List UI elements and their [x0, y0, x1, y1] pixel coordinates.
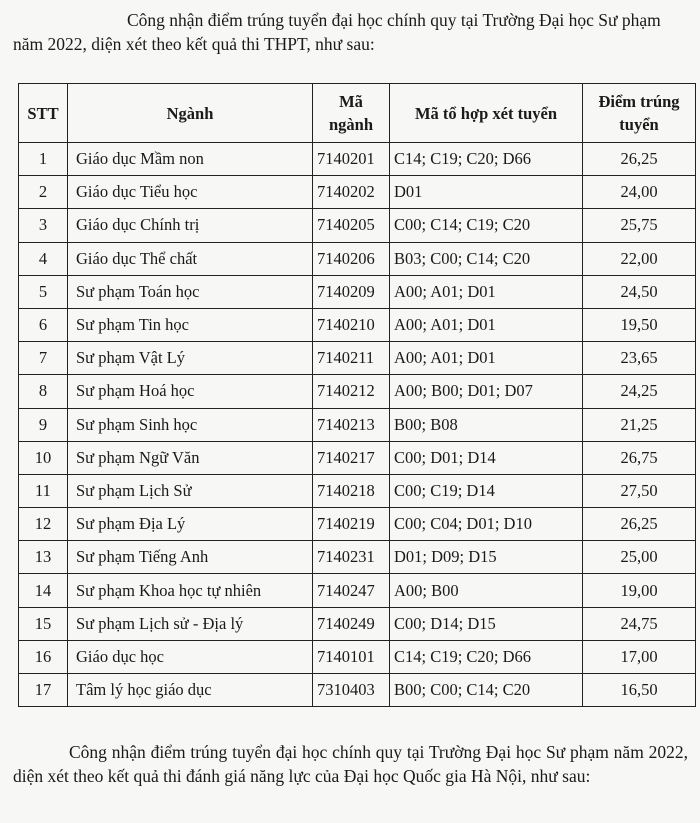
cell-ma-nganh: 7140247 — [313, 574, 390, 607]
cell-stt: 7 — [19, 342, 68, 375]
cell-to-hop: A00; A01; D01 — [390, 342, 583, 375]
table-row — [19, 508, 696, 541]
table-row — [19, 474, 696, 507]
cell-nganh: Sư phạm Khoa học tự nhiên — [68, 574, 313, 607]
cell-stt: 13 — [19, 541, 68, 574]
table-row — [19, 242, 696, 275]
cell-nganh: Sư phạm Toán học — [68, 275, 313, 308]
admission-scores-table — [18, 83, 696, 707]
cell-stt: 4 — [19, 242, 68, 275]
cell-stt: 8 — [19, 375, 68, 408]
table-row — [19, 375, 696, 408]
cell-to-hop: A00; B00 — [390, 574, 583, 607]
cell-ma-nganh: 7140217 — [313, 441, 390, 474]
cell-diem: 27,50 — [583, 474, 696, 507]
cell-stt: 6 — [19, 308, 68, 341]
header-nganh: Ngành — [68, 84, 313, 143]
cell-nganh: Sư phạm Vật Lý — [68, 342, 313, 375]
header-diem-text: Điểm trúng tuyển — [598, 92, 680, 134]
table-row — [19, 607, 696, 640]
header-diem — [583, 84, 696, 143]
table-row — [19, 640, 696, 673]
header-stt: STT — [19, 84, 68, 143]
cell-nganh: Sư phạm Lịch Sử — [68, 474, 313, 507]
cell-stt: 12 — [19, 508, 68, 541]
cell-nganh: Giáo dục học — [68, 640, 313, 673]
header-ma-nganh-text: Mã ngành — [328, 92, 374, 134]
cell-stt: 3 — [19, 209, 68, 242]
header-to-hop: Mã tổ hợp xét tuyển — [390, 84, 583, 143]
cell-diem: 19,00 — [583, 574, 696, 607]
cell-to-hop: C00; C19; D14 — [390, 474, 583, 507]
cell-ma-nganh: 7140206 — [313, 242, 390, 275]
table-row — [19, 176, 696, 209]
cell-stt: 17 — [19, 674, 68, 707]
cell-diem: 24,25 — [583, 375, 696, 408]
cell-to-hop: C00; D14; D15 — [390, 607, 583, 640]
cell-nganh: Giáo dục Mầm non — [68, 143, 313, 176]
cell-to-hop: A00; A01; D01 — [390, 308, 583, 341]
cell-diem: 25,00 — [583, 541, 696, 574]
table-row — [19, 674, 696, 707]
table-header-row — [19, 84, 696, 143]
cell-stt: 16 — [19, 640, 68, 673]
cell-ma-nganh: 7140210 — [313, 308, 390, 341]
outro-paragraph: Công nhận điểm trúng tuyển đại học chính quy tại Trường Đại học Sư phạm năm 2022, diện xét theo kết quả thi đánh giá năng lực của Đại học Quốc gia Hà Nội, như sau: — [13, 742, 688, 786]
cell-ma-nganh: 7140213 — [313, 408, 390, 441]
cell-diem: 22,00 — [583, 242, 696, 275]
cell-nganh: Sư phạm Ngữ Văn — [68, 441, 313, 474]
cell-nganh: Sư phạm Tiếng Anh — [68, 541, 313, 574]
cell-ma-nganh: 7140219 — [313, 508, 390, 541]
cell-stt: 14 — [19, 574, 68, 607]
table-row — [19, 342, 696, 375]
cell-diem: 24,00 — [583, 176, 696, 209]
cell-to-hop: C14; C19; C20; D66 — [390, 640, 583, 673]
cell-ma-nganh: 7140202 — [313, 176, 390, 209]
cell-diem: 21,25 — [583, 408, 696, 441]
cell-to-hop: D01; D09; D15 — [390, 541, 583, 574]
table-body — [19, 143, 696, 707]
cell-nganh: Giáo dục Thể chất — [68, 242, 313, 275]
cell-diem: 24,50 — [583, 275, 696, 308]
table-row — [19, 308, 696, 341]
cell-nganh: Sư phạm Tin học — [68, 308, 313, 341]
cell-ma-nganh: 7140201 — [313, 143, 390, 176]
table-row — [19, 209, 696, 242]
cell-ma-nganh: 7140212 — [313, 375, 390, 408]
cell-stt: 5 — [19, 275, 68, 308]
cell-nganh: Tâm lý học giáo dục — [68, 674, 313, 707]
cell-to-hop: A00; B00; D01; D07 — [390, 375, 583, 408]
cell-ma-nganh: 7140209 — [313, 275, 390, 308]
cell-diem: 26,25 — [583, 508, 696, 541]
cell-diem: 23,65 — [583, 342, 696, 375]
cell-to-hop: B00; B08 — [390, 408, 583, 441]
cell-nganh: Sư phạm Hoá học — [68, 375, 313, 408]
cell-to-hop: C14; C19; C20; D66 — [390, 143, 583, 176]
cell-ma-nganh: 7140205 — [313, 209, 390, 242]
cell-ma-nganh: 7140101 — [313, 640, 390, 673]
table-row — [19, 143, 696, 176]
cell-nganh: Giáo dục Tiểu học — [68, 176, 313, 209]
table-row — [19, 541, 696, 574]
cell-nganh: Sư phạm Địa Lý — [68, 508, 313, 541]
cell-ma-nganh: 7140211 — [313, 342, 390, 375]
cell-stt: 10 — [19, 441, 68, 474]
cell-diem: 25,75 — [583, 209, 696, 242]
header-ma-nganh — [313, 84, 390, 143]
cell-stt: 2 — [19, 176, 68, 209]
cell-ma-nganh: 7140249 — [313, 607, 390, 640]
cell-diem: 17,00 — [583, 640, 696, 673]
cell-nganh: Sư phạm Lịch sử - Địa lý — [68, 607, 313, 640]
cell-nganh: Giáo dục Chính trị — [68, 209, 313, 242]
cell-stt: 9 — [19, 408, 68, 441]
cell-ma-nganh: 7310403 — [313, 674, 390, 707]
cell-diem: 26,25 — [583, 143, 696, 176]
cell-to-hop: C00; D01; D14 — [390, 441, 583, 474]
cell-to-hop: D01 — [390, 176, 583, 209]
cell-stt: 15 — [19, 607, 68, 640]
cell-diem: 16,50 — [583, 674, 696, 707]
cell-stt: 1 — [19, 143, 68, 176]
table-row — [19, 441, 696, 474]
table-row — [19, 408, 696, 441]
cell-ma-nganh: 7140231 — [313, 541, 390, 574]
cell-nganh: Sư phạm Sinh học — [68, 408, 313, 441]
cell-ma-nganh: 7140218 — [313, 474, 390, 507]
cell-stt: 11 — [19, 474, 68, 507]
table-row — [19, 574, 696, 607]
cell-to-hop: B00; C00; C14; C20 — [390, 674, 583, 707]
cell-diem: 24,75 — [583, 607, 696, 640]
cell-diem: 19,50 — [583, 308, 696, 341]
cell-to-hop: C00; C14; C19; C20 — [390, 209, 583, 242]
intro-paragraph: Công nhận điểm trúng tuyển đại học chính quy tại Trường Đại học Sư phạm năm 2022, diện xét theo kết quả thi THPT, như sau: — [13, 10, 661, 54]
cell-diem: 26,75 — [583, 441, 696, 474]
cell-to-hop: B03; C00; C14; C20 — [390, 242, 583, 275]
table-row — [19, 275, 696, 308]
cell-to-hop: A00; A01; D01 — [390, 275, 583, 308]
cell-to-hop: C00; C04; D01; D10 — [390, 508, 583, 541]
